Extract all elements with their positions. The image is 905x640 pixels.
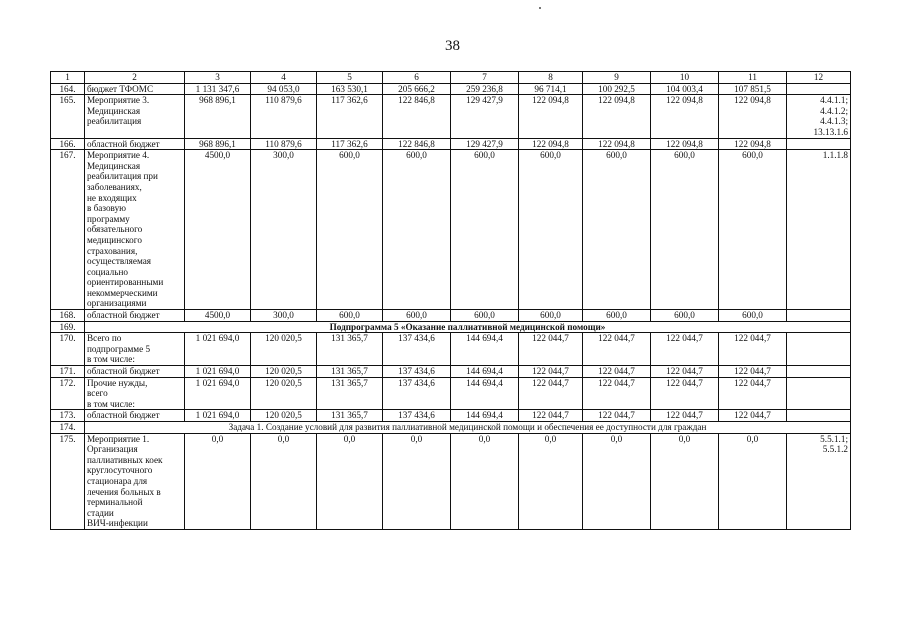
section-title: Задача 1. Создание условий для развития паллиативной медицинской помощи и обеспечения ее доступности для граждан — [85, 422, 851, 434]
value-cell: 131 365,7 — [317, 377, 383, 410]
value-cell: 120 020,5 — [251, 410, 317, 422]
header-row — [51, 72, 851, 84]
value-cell: 110 879,6 — [251, 95, 317, 138]
value-cell: 120 020,5 — [251, 333, 317, 366]
value-cell: 122 044,7 — [583, 333, 651, 366]
value-cell: 0,0 — [719, 433, 787, 529]
value-cell: 122 044,7 — [519, 333, 583, 366]
row-number: 175. — [51, 433, 85, 529]
value-cell: 600,0 — [383, 150, 451, 310]
row-number: 170. — [51, 333, 85, 366]
value-cell: 0,0 — [651, 433, 719, 529]
table-row — [51, 366, 851, 378]
row-label: Мероприятие 1. Организация паллиативных коек круглосуточного стационара для лечения больных в терминальной стадии ВИЧ-инфекции — [85, 433, 185, 529]
value-cell: 122 044,7 — [519, 410, 583, 422]
table-row — [51, 310, 851, 322]
value-cell: 259 236,8 — [451, 83, 519, 95]
value-cell: 122 044,7 — [651, 366, 719, 378]
value-cell: 4500,0 — [185, 310, 251, 322]
value-cell: 122 846,8 — [383, 138, 451, 150]
section-title: Подпрограмма 5 «Оказание паллиативной медицинской помощи» — [85, 321, 851, 333]
value-cell: 137 434,6 — [383, 377, 451, 410]
row-label: Мероприятие 4. Медицинская реабилитация при заболеваниях, не входящих в базовую программу обязательного медицинского страхования, осуществляемая социально ориентированными некоммерческими организациями — [85, 150, 185, 310]
column-number: 7 — [451, 72, 519, 84]
reference-code — [787, 366, 851, 378]
value-cell: 0,0 — [317, 433, 383, 529]
row-label: Прочие нужды, всего в том числе: — [85, 377, 185, 410]
table-row — [51, 150, 851, 310]
value-cell: 968 896,1 — [185, 95, 251, 138]
table-row — [51, 433, 851, 529]
column-number: 4 — [251, 72, 317, 84]
table-row — [51, 333, 851, 366]
value-cell: 137 434,6 — [383, 333, 451, 366]
column-number: 9 — [583, 72, 651, 84]
value-cell: 110 879,6 — [251, 138, 317, 150]
row-label: бюджет ТФОМС — [85, 83, 185, 95]
value-cell: 129 427,9 — [451, 138, 519, 150]
value-cell: 120 020,5 — [251, 377, 317, 410]
value-cell: 600,0 — [451, 150, 519, 310]
value-cell: 137 434,6 — [383, 410, 451, 422]
value-cell: 600,0 — [583, 150, 651, 310]
table-row — [51, 422, 851, 434]
table-row — [51, 377, 851, 410]
value-cell: 122 044,7 — [719, 366, 787, 378]
value-cell: 600,0 — [583, 310, 651, 322]
row-label: Всего по подпрограмме 5 в том числе: — [85, 333, 185, 366]
row-number: 169. — [51, 321, 85, 333]
value-cell: 122 044,7 — [583, 377, 651, 410]
column-number: 10 — [651, 72, 719, 84]
row-number: 174. — [51, 422, 85, 434]
value-cell: 122 094,8 — [651, 138, 719, 150]
column-number: 2 — [85, 72, 185, 84]
row-label: областной бюджет — [85, 138, 185, 150]
value-cell: 144 694,4 — [451, 377, 519, 410]
value-cell: 205 666,2 — [383, 83, 451, 95]
value-cell: 0,0 — [383, 433, 451, 529]
value-cell: 122 094,8 — [519, 95, 583, 138]
value-cell: 137 434,6 — [383, 366, 451, 378]
value-cell: 122 044,7 — [719, 377, 787, 410]
value-cell: 131 365,7 — [317, 333, 383, 366]
row-label: областной бюджет — [85, 410, 185, 422]
value-cell: 600,0 — [651, 150, 719, 310]
value-cell: 1 021 694,0 — [185, 410, 251, 422]
value-cell: 600,0 — [383, 310, 451, 322]
column-number: 12 — [787, 72, 851, 84]
reference-code — [787, 138, 851, 150]
value-cell: 122 044,7 — [651, 333, 719, 366]
row-number: 164. — [51, 83, 85, 95]
value-cell: 122 094,8 — [583, 95, 651, 138]
value-cell: 122 094,8 — [719, 95, 787, 138]
value-cell: 600,0 — [519, 150, 583, 310]
value-cell: 1 021 694,0 — [185, 333, 251, 366]
value-cell: 4500,0 — [185, 150, 251, 310]
value-cell: 1 021 694,0 — [185, 366, 251, 378]
value-cell: 120 020,5 — [251, 366, 317, 378]
value-cell: 122 044,7 — [719, 333, 787, 366]
row-number: 171. — [51, 366, 85, 378]
table-row — [51, 410, 851, 422]
value-cell: 144 694,4 — [451, 333, 519, 366]
reference-code — [787, 310, 851, 322]
value-cell: 122 094,8 — [583, 138, 651, 150]
value-cell: 94 053,0 — [251, 83, 317, 95]
value-cell: 600,0 — [451, 310, 519, 322]
row-number: 167. — [51, 150, 85, 310]
table-row — [51, 138, 851, 150]
value-cell: 0,0 — [583, 433, 651, 529]
column-number: 3 — [185, 72, 251, 84]
value-cell: 131 365,7 — [317, 410, 383, 422]
value-cell: 129 427,9 — [451, 95, 519, 138]
row-number: 165. — [51, 95, 85, 138]
value-cell: 100 292,5 — [583, 83, 651, 95]
value-cell: 117 362,6 — [317, 138, 383, 150]
table-row — [51, 321, 851, 333]
value-cell: 122 094,8 — [719, 138, 787, 150]
value-cell: 117 362,6 — [317, 95, 383, 138]
page-number: 38 — [445, 38, 460, 54]
column-number: 1 — [51, 72, 85, 84]
value-cell: 122 044,7 — [519, 366, 583, 378]
table-row — [51, 95, 851, 138]
value-cell: 122 094,8 — [651, 95, 719, 138]
row-number: 166. — [51, 138, 85, 150]
column-number: 5 — [317, 72, 383, 84]
value-cell: 1 131 347,6 — [185, 83, 251, 95]
value-cell: 144 694,4 — [451, 410, 519, 422]
row-label: областной бюджет — [85, 310, 185, 322]
value-cell: 122 044,7 — [583, 366, 651, 378]
value-cell: 600,0 — [317, 310, 383, 322]
value-cell: 1 021 694,0 — [185, 377, 251, 410]
value-cell: 600,0 — [651, 310, 719, 322]
column-number: 11 — [719, 72, 787, 84]
value-cell: 600,0 — [519, 310, 583, 322]
reference-code — [787, 410, 851, 422]
value-cell: 0,0 — [519, 433, 583, 529]
budget-table — [50, 71, 851, 530]
value-cell: 122 044,7 — [519, 377, 583, 410]
value-cell: 968 896,1 — [185, 138, 251, 150]
row-number: 172. — [51, 377, 85, 410]
value-cell: 144 694,4 — [451, 366, 519, 378]
value-cell: 96 714,1 — [519, 83, 583, 95]
column-number: 6 — [383, 72, 451, 84]
row-number: 168. — [51, 310, 85, 322]
column-number: 8 — [519, 72, 583, 84]
value-cell: 163 530,1 — [317, 83, 383, 95]
value-cell: 122 094,8 — [519, 138, 583, 150]
value-cell: 600,0 — [719, 150, 787, 310]
table-row — [51, 83, 851, 95]
value-cell: 600,0 — [719, 310, 787, 322]
row-label: областной бюджет — [85, 366, 185, 378]
reference-code: 5.5.1.1; 5.5.1.2 — [787, 433, 851, 529]
value-cell: 131 365,7 — [317, 366, 383, 378]
value-cell: 122 846,8 — [383, 95, 451, 138]
value-cell: 0,0 — [451, 433, 519, 529]
value-cell: 0,0 — [251, 433, 317, 529]
reference-code: 4.4.1.1; 4.4.1.2; 4.4.1.3; 13.13.1.6 — [787, 95, 851, 138]
value-cell: 122 044,7 — [719, 410, 787, 422]
value-cell: 300,0 — [251, 310, 317, 322]
value-cell: 0,0 — [185, 433, 251, 529]
scan-speck — [539, 7, 541, 9]
value-cell: 104 003,4 — [651, 83, 719, 95]
value-cell: 107 851,5 — [719, 83, 787, 95]
value-cell: 122 044,7 — [651, 410, 719, 422]
row-label: Мероприятие 3. Медицинская реабилитация — [85, 95, 185, 138]
row-number: 173. — [51, 410, 85, 422]
value-cell: 122 044,7 — [583, 410, 651, 422]
reference-code — [787, 377, 851, 410]
reference-code — [787, 333, 851, 366]
value-cell: 600,0 — [317, 150, 383, 310]
value-cell: 300,0 — [251, 150, 317, 310]
reference-code — [787, 83, 851, 95]
value-cell: 122 044,7 — [651, 377, 719, 410]
reference-code: 1.1.1.8 — [787, 150, 851, 310]
